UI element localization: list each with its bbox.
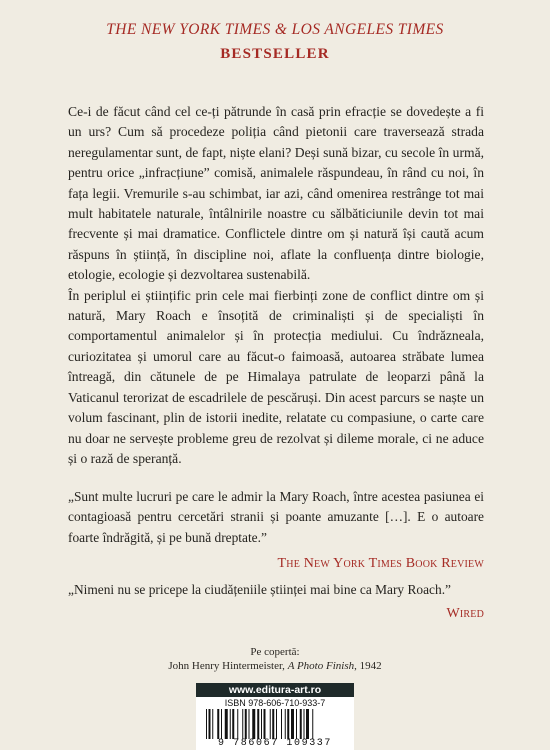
- quote-text: „Sunt multe lucruri pe care le admir la Mary Roach, între acestea pasiunea ei contagioasă pentru cercetări stranii și poante amuzante […]. E o autoare foarte îndrăgită, și pe bună dreptate.”: [68, 489, 484, 545]
- review-quote-2: [68, 580, 484, 625]
- header-line-2: BESTSELLER: [220, 46, 330, 62]
- barcode-bar: [272, 709, 274, 739]
- barcode-icon: [206, 709, 346, 739]
- cover-credit-author: John Henry Hintermeister,: [168, 660, 288, 672]
- barcode-bar: [217, 709, 219, 739]
- barcode-bar: [221, 709, 222, 739]
- barcode-bar: [237, 709, 238, 739]
- barcode-bar: [296, 709, 297, 739]
- barcode-bar: [270, 709, 271, 739]
- isbn-label: ISBN 978-606-710-933-7: [224, 698, 326, 708]
- barcode-bar: [281, 709, 282, 739]
- barcode-bar: [230, 709, 231, 739]
- barcode-bar: [212, 709, 213, 739]
- blurb: [68, 102, 484, 469]
- cover-credit: [0, 645, 550, 673]
- barcode-bar: [287, 709, 289, 739]
- barcode-bar: [206, 709, 207, 739]
- barcode-bar: [249, 709, 250, 739]
- barcode-bar: [261, 709, 262, 739]
- barcode-bar: [291, 709, 294, 739]
- barcode-bar: [300, 709, 302, 739]
- review-quote-1: [68, 487, 484, 575]
- cover-credit-line: [0, 659, 550, 673]
- barcode-bar: [252, 709, 255, 739]
- barcode-bar: [257, 709, 259, 739]
- blurb-paragraph-1: Ce-i de făcut când cel ce-ți pătrunde în casă prin efracție se dovedește a fi un urs? Cum să procedeze poliția când pietonii care traversează strada neregulamentar sunt, de fapt, niște elani? Deși sună bizar, cu secole în urmă, pentru orice „infracțiune” comisă, animalele răspundeau, în rând cu noi, în fața legii. Vremurile s-au schimbat, iar azi, când omenirea restrânge tot mai mult habitatele naturale, întâlnirile noastre cu sălbăticiunile devin tot mai frecvente și mai dramatice. Conflictele dintre om și natură își caută acum răspuns în știință, în discipline noi, aflate la confluența dintre biologie, etologie, ecologie și dezvoltarea sustenabilă.: [68, 104, 484, 283]
- cover-credit-title: A Photo Finish: [287, 660, 355, 672]
- barcode-bar: [225, 709, 228, 739]
- barcode-bar: [306, 709, 309, 739]
- barcode-bar: [304, 709, 305, 739]
- barcode-bar: [245, 709, 247, 739]
- quote-text: „Nimeni nu se pricepe la ciudățeniile științei mai bine ca Mary Roach.”: [68, 582, 451, 597]
- barcode-bar: [312, 709, 313, 739]
- barcode-bar: [264, 709, 266, 739]
- bestseller-header: [0, 18, 550, 66]
- publisher-url: www.editura-art.ro: [196, 683, 354, 697]
- quote-source: The New York Times Book Review: [277, 556, 484, 572]
- barcode-bar: [209, 709, 211, 739]
- barcode-bar: [232, 709, 234, 739]
- barcode-digits: 9 786067 109337: [217, 738, 332, 749]
- blurb-paragraph-2: În periplul ei științific prin cele mai fierbinți zone de conflict dintre om și natură, Mary Roach e însoțită de criminaliști și de specialiști în comportamentul animalelor și în protecția mediului. Cu îndrăzneala, curiozitatea și umorul care au făcut-o faimoasă, autoarea străbate lumea întreagă, din cătunele de pe Himalaya patrulate de leoparzi până la Vaticanul terorizat de escadrilele de pescăruși. Din acest parcurs se naște un volum fascinant, plin de istorii inedite, relatate cu compasiune, o carte care nu doar ne servește probleme greu de rezolvat și dileme morale, ci ne aduce și o rază de speranță.: [68, 287, 484, 466]
- header-line-1: THE NEW YORK TIMES & LOS ANGELES TIMES: [106, 21, 444, 38]
- barcode-bar: [276, 709, 277, 739]
- barcode-bar: [242, 709, 243, 739]
- barcode-bar: [285, 709, 286, 739]
- cover-credit-year: , 1942: [354, 660, 382, 672]
- cover-credit-label: Pe copertă:: [250, 646, 300, 658]
- quote-source: Wired: [446, 606, 484, 622]
